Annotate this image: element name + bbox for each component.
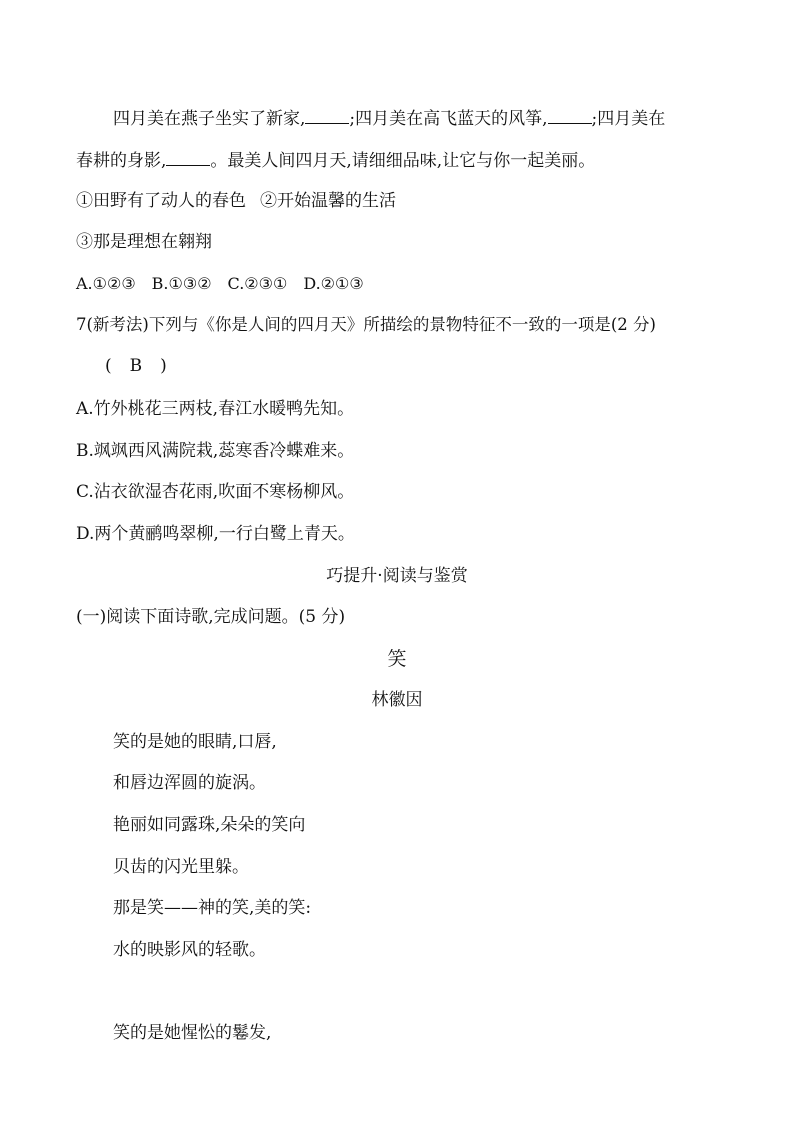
q7-answer: B <box>129 356 143 376</box>
poem-line: 那是笑——神的笑,美的笑: <box>113 898 312 918</box>
poem-line: 笑的是她的眼睛,口唇, <box>113 732 277 752</box>
q6-line1-part-c: ;四月美在 <box>591 109 666 129</box>
q7-paren-open: ( <box>105 356 112 376</box>
q6-line2-part-b: 。最美人间四月天,请细细品味,让它与你一起美丽。 <box>210 151 596 171</box>
q6-option-3: ③那是理想在翱翔 <box>76 232 212 252</box>
q6-blank-1[interactable] <box>305 105 349 124</box>
q7-option-a: A.竹外桃花三两枝,春江水暖鸭先知。 <box>76 399 355 419</box>
poem-line: 和唇边浑圆的旋涡。 <box>113 773 266 793</box>
poem-line: 贝齿的闪光里躲。 <box>113 857 249 877</box>
q6-line-1 <box>113 105 665 131</box>
section-title: 巧提升·阅读与鉴赏 <box>326 566 468 586</box>
poem-title: 笑 <box>387 648 407 670</box>
poem-line: 笑的是她惺忪的鬈发, <box>113 1023 272 1043</box>
reading-part-1-instruction: (一)阅读下面诗歌,完成问题。(5 分) <box>76 607 346 627</box>
q7-option-d: D.两个黄鹂鸣翠柳,一行白鹭上青天。 <box>76 524 355 544</box>
q6-blank-2[interactable] <box>548 105 592 124</box>
q6-line1-part-a: 四月美在燕子坐实了新家, <box>113 109 306 129</box>
poem-line: 水的映影风的轻歌。 <box>113 940 266 960</box>
q7-answer-box <box>105 354 167 378</box>
q7-option-c: C.沾衣欲湿杏花雨,吹面不寒杨柳风。 <box>76 482 355 502</box>
q7-paren-close: ) <box>160 356 167 376</box>
poem-author: 林徽因 <box>371 690 423 710</box>
q6-line1-part-b: ;四月美在高飞蓝天的风筝, <box>349 109 548 129</box>
q7-stem: 7(新考法)下列与《你是人间的四月天》所描绘的景物特征不一致的一项是(2 分) <box>76 315 656 334</box>
q7-option-b: B.飒飒西风满院栽,蕊寒香冷蝶难来。 <box>76 441 355 461</box>
q6-blank-3[interactable] <box>166 147 210 166</box>
q6-choices: A.①②③ B.①③② C.②③① D.②①③ <box>76 274 364 293</box>
q6-option-2: ②开始温馨的生活 <box>260 191 396 211</box>
q6-option-1: ①田野有了动人的春色 <box>76 191 246 211</box>
q6-line-2 <box>76 147 595 173</box>
poem-line: 艳丽如同露珠,朵朵的笑向 <box>113 815 306 835</box>
q6-options-line <box>76 189 396 213</box>
q6-line2-part-a: 春耕的身影, <box>76 151 167 171</box>
